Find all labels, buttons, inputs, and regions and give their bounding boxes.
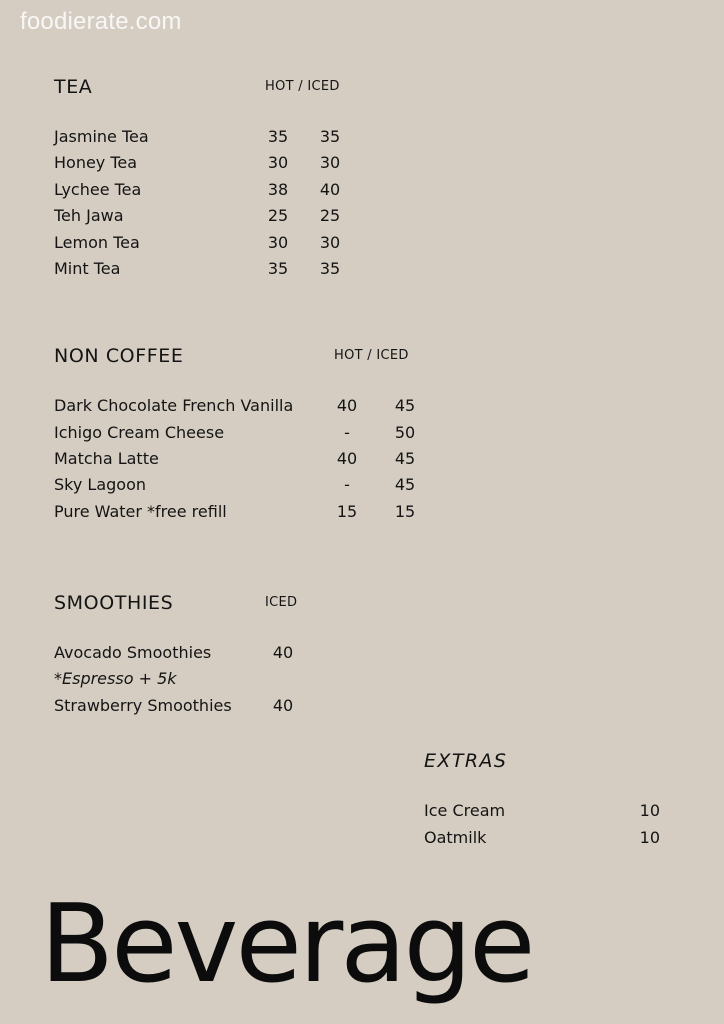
extra-item <box>424 801 664 827</box>
item-name: Mint Tea <box>54 259 121 278</box>
item-name: Ichigo Cream Cheese <box>54 423 225 442</box>
iced-price: 40 <box>319 180 341 199</box>
extra-price: 10 <box>639 828 660 847</box>
extra-item <box>424 828 664 854</box>
extra-name: Ice Cream <box>424 801 506 820</box>
extra-name: Oatmilk <box>424 828 487 847</box>
iced-price: 30 <box>319 153 341 172</box>
item-name: Teh Jawa <box>54 206 124 225</box>
item-name: Strawberry Smoothies <box>54 696 232 715</box>
item-name: Avocado Smoothies <box>54 643 212 662</box>
iced-price: 45 <box>394 449 416 468</box>
item-name: Lemon Tea <box>54 233 140 252</box>
tea-title: TEA <box>54 76 93 98</box>
hot-price: 35 <box>267 127 289 146</box>
hot-price: 38 <box>267 180 289 199</box>
hot-price: 25 <box>267 206 289 225</box>
menu-item <box>54 127 474 153</box>
menu-item <box>54 396 474 422</box>
extra-price: 10 <box>639 801 660 820</box>
item-name: Matcha Latte <box>54 449 159 468</box>
page-title: Beverage <box>40 882 533 1007</box>
extras-title: EXTRAS <box>424 750 508 772</box>
iced-price: 30 <box>319 233 341 252</box>
menu-item <box>54 233 474 259</box>
hot-price: 30 <box>267 153 289 172</box>
menu-item <box>54 475 474 501</box>
tea-column-header: HOT / ICED <box>265 79 340 94</box>
iced-price: 15 <box>394 502 416 521</box>
iced-price: 45 <box>394 475 416 494</box>
menu-item <box>54 423 474 449</box>
non-coffee-title: NON COFFEE <box>54 345 184 367</box>
non-coffee-column-header: HOT / ICED <box>334 348 409 363</box>
iced-price: 40 <box>272 643 294 662</box>
hot-price: 40 <box>336 396 358 415</box>
menu-item <box>54 502 474 528</box>
hot-price: 35 <box>267 259 289 278</box>
smoothies-title: SMOOTHIES <box>54 592 174 614</box>
iced-price: 25 <box>319 206 341 225</box>
item-name: Sky Lagoon <box>54 475 146 494</box>
item-name: Pure Water *free refill <box>54 502 227 521</box>
hot-price: - <box>344 423 350 442</box>
smoothies-column-header: ICED <box>265 595 298 610</box>
item-name: Dark Chocolate French Vanilla <box>54 396 294 415</box>
menu-item <box>54 449 474 475</box>
iced-price: 45 <box>394 396 416 415</box>
iced-price: 35 <box>319 259 341 278</box>
hot-price: - <box>344 475 350 494</box>
iced-price: 50 <box>394 423 416 442</box>
menu-item <box>54 180 474 206</box>
item-name: Honey Tea <box>54 153 138 172</box>
iced-price: 40 <box>272 696 294 715</box>
menu-item <box>54 153 474 179</box>
hot-price: 15 <box>336 502 358 521</box>
iced-price: 35 <box>319 127 341 146</box>
watermark: foodierate.com <box>20 8 182 35</box>
espresso-note: *Espresso + 5k <box>54 669 177 688</box>
hot-price: 30 <box>267 233 289 252</box>
menu-item <box>54 259 474 285</box>
item-name: Lychee Tea <box>54 180 142 199</box>
menu-item <box>54 696 474 722</box>
item-name: Jasmine Tea <box>54 127 149 146</box>
menu-item <box>54 206 474 232</box>
menu-item <box>54 643 474 669</box>
hot-price: 40 <box>336 449 358 468</box>
